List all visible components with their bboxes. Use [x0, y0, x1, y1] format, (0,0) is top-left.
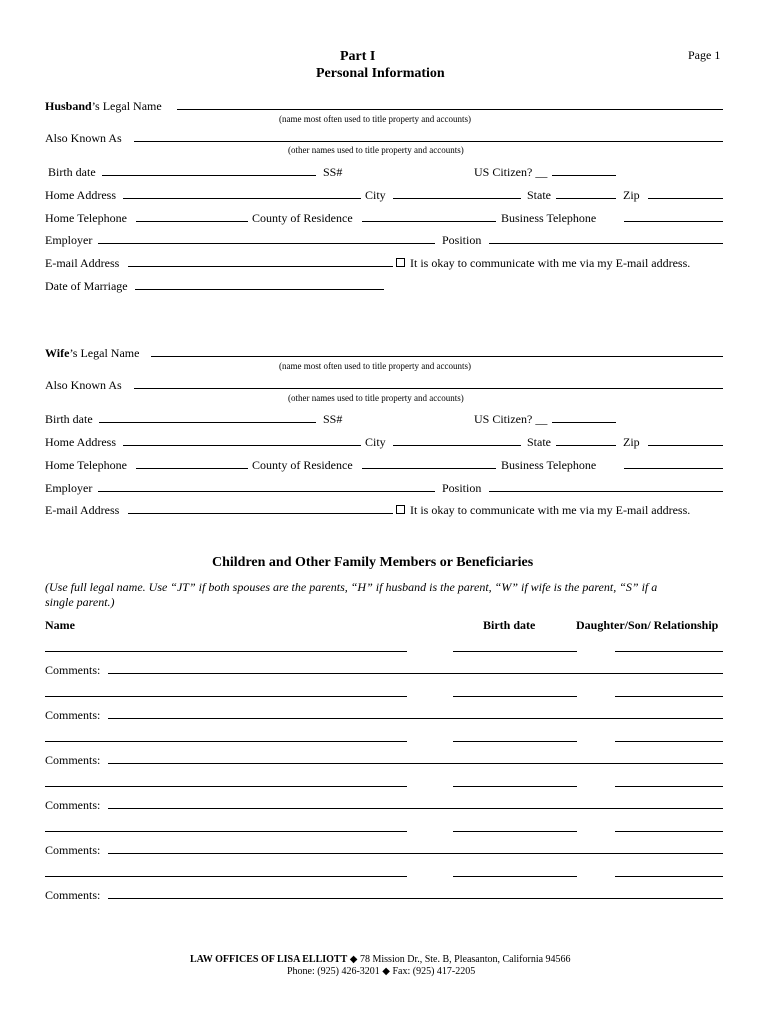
column-header-name: Name: [45, 618, 75, 632]
child-birth-date-field[interactable]: [453, 741, 577, 742]
firm-address: 78 Mission Dr., Ste. B, Pleasanton, California 94566: [357, 954, 571, 965]
husband-birth-field[interactable]: [102, 175, 316, 176]
footer-address-line: [190, 955, 571, 965]
husband-email-consent: [396, 257, 690, 269]
wife-phone-field[interactable]: [136, 468, 248, 469]
husband-address-label: Home Address: [45, 188, 116, 202]
comments-label: Comments:: [45, 888, 101, 902]
husband-zip-label: Zip: [623, 188, 640, 202]
wife-citizen-field[interactable]: [552, 422, 616, 423]
husband-phone-label: Home Telephone: [45, 211, 127, 225]
husband-aka-note: (other names used to title property and accounts): [288, 145, 464, 155]
husband-label-rest: ’s Legal Name: [91, 99, 162, 113]
diamond-icon: ◆: [382, 966, 390, 977]
husband-marriage-field[interactable]: [135, 289, 384, 290]
husband-email-field[interactable]: [128, 266, 393, 267]
wife-birth-field[interactable]: [99, 422, 316, 423]
child-name-field[interactable]: [45, 696, 407, 697]
husband-zip-field[interactable]: [648, 198, 723, 199]
wife-employer-field[interactable]: [98, 491, 435, 492]
wife-employer-label: Employer: [45, 481, 93, 495]
child-relationship-field[interactable]: [615, 876, 723, 877]
child-name-field[interactable]: [45, 741, 407, 742]
child-birth-date-field[interactable]: [453, 876, 577, 877]
section-subtitle: Personal Information: [316, 66, 445, 81]
child-name-field[interactable]: [45, 876, 407, 877]
comments-field[interactable]: [108, 763, 723, 764]
comments-label: Comments:: [45, 708, 101, 722]
husband-city-label: City: [365, 188, 386, 202]
wife-address-label: Home Address: [45, 435, 116, 449]
child-birth-date-field[interactable]: [453, 831, 577, 832]
wife-position-label: Position: [442, 481, 482, 495]
wife-position-field[interactable]: [489, 491, 723, 492]
wife-aka-note: (other names used to title property and accounts): [288, 393, 464, 403]
husband-citizen-field[interactable]: [552, 175, 616, 176]
wife-state-label: State: [527, 435, 551, 449]
child-name-field[interactable]: [45, 651, 407, 652]
husband-name-label: [45, 100, 162, 112]
wife-email-field[interactable]: [128, 513, 393, 514]
wife-label-rest: ’s Legal Name: [69, 346, 140, 360]
comments-field[interactable]: [108, 853, 723, 854]
wife-ss-label: SS#: [323, 412, 343, 426]
husband-state-label: State: [527, 188, 551, 202]
child-name-field[interactable]: [45, 786, 407, 787]
diamond-icon: ◆: [349, 954, 358, 965]
part-title: Part I: [340, 49, 376, 64]
wife-citizen-label: US Citizen? __: [474, 412, 548, 426]
child-birth-date-field[interactable]: [453, 696, 577, 697]
husband-business-label: Business Telephone: [501, 211, 597, 225]
wife-city-label: City: [365, 435, 386, 449]
comments-label: Comments:: [45, 843, 101, 857]
wife-label-bold: Wife: [45, 346, 70, 360]
wife-business-label: Business Telephone: [501, 458, 597, 472]
husband-aka-label: Also Known As: [45, 131, 122, 145]
wife-name-label: [45, 347, 139, 359]
child-relationship-field[interactable]: [615, 786, 723, 787]
wife-aka-label: Also Known As: [45, 378, 122, 392]
husband-marriage-label: Date of Marriage: [45, 279, 128, 293]
wife-zip-label: Zip: [623, 435, 640, 449]
husband-label-bold: Husband: [45, 99, 92, 113]
husband-employer-label: Employer: [45, 233, 93, 247]
firm-fax: Fax: (925) 417-2205: [389, 966, 476, 977]
husband-aka-field[interactable]: [134, 141, 723, 142]
wife-aka-field[interactable]: [134, 388, 723, 389]
comments-field[interactable]: [108, 673, 723, 674]
husband-name-note: (name most often used to title property and accounts): [279, 114, 471, 124]
husband-state-field[interactable]: [556, 198, 616, 199]
child-relationship-field[interactable]: [615, 696, 723, 697]
wife-city-field[interactable]: [393, 445, 521, 446]
wife-county-field[interactable]: [362, 468, 496, 469]
children-heading: Children and Other Family Members or Beneficiaries: [212, 555, 534, 570]
husband-email-label: E-mail Address: [45, 256, 120, 270]
husband-county-label: County of Residence: [252, 211, 353, 225]
husband-business-field[interactable]: [624, 221, 723, 222]
wife-email-label: E-mail Address: [45, 503, 120, 517]
wife-state-field[interactable]: [556, 445, 616, 446]
comments-label: Comments:: [45, 663, 101, 677]
husband-ss-label: SS#: [323, 165, 343, 179]
wife-birth-label: Birth date: [45, 412, 93, 426]
husband-phone-field[interactable]: [136, 221, 248, 222]
wife-consent-text: It is okay to communicate with me via my E-mail address.: [410, 503, 691, 517]
checkbox-icon[interactable]: [396, 505, 405, 514]
husband-position-label: Position: [442, 233, 482, 247]
husband-name-field[interactable]: [177, 109, 723, 110]
footer-contact-line: [287, 967, 475, 977]
comments-field[interactable]: [108, 718, 723, 719]
husband-citizen-label: US Citizen? __: [474, 165, 548, 179]
husband-employer-field[interactable]: [98, 243, 435, 244]
husband-birth-label: Birth date: [48, 165, 96, 179]
husband-consent-text: It is okay to communicate with me via my E-mail address.: [410, 256, 691, 270]
husband-city-field[interactable]: [393, 198, 521, 199]
husband-address-field[interactable]: [123, 198, 361, 199]
wife-email-consent: [396, 504, 690, 516]
husband-county-field[interactable]: [362, 221, 496, 222]
child-birth-date-field[interactable]: [453, 651, 577, 652]
checkbox-icon[interactable]: [396, 258, 405, 267]
wife-address-field[interactable]: [123, 445, 361, 446]
firm-name: LAW OFFICES OF LISA ELLIOTT: [190, 954, 348, 965]
child-name-field[interactable]: [45, 831, 407, 832]
child-birth-date-field[interactable]: [453, 786, 577, 787]
column-header-birth-date: Birth date: [483, 618, 536, 632]
wife-name-field[interactable]: [151, 356, 723, 357]
children-instructions-line-2: single parent.): [45, 595, 115, 609]
child-relationship-field[interactable]: [615, 741, 723, 742]
comments-field[interactable]: [108, 898, 723, 899]
husband-position-field[interactable]: [489, 243, 723, 244]
wife-business-field[interactable]: [624, 468, 723, 469]
comments-label: Comments:: [45, 753, 101, 767]
comments-field[interactable]: [108, 808, 723, 809]
firm-phone: Phone: (925) 426-3201: [287, 966, 383, 977]
child-relationship-field[interactable]: [615, 651, 723, 652]
wife-phone-label: Home Telephone: [45, 458, 127, 472]
children-instructions-line-1: (Use full legal name. Use “JT” if both spouses are the parents, “H” if husband is the parent, “W” if wife is the parent, “S” if a: [45, 580, 658, 594]
wife-name-note: (name most often used to title property and accounts): [279, 361, 471, 371]
child-relationship-field[interactable]: [615, 831, 723, 832]
page-number: Page 1: [688, 48, 721, 62]
wife-zip-field[interactable]: [648, 445, 723, 446]
column-header-relationship: Daughter/Son/ Relationship: [576, 618, 719, 632]
comments-label: Comments:: [45, 798, 101, 812]
wife-county-label: County of Residence: [252, 458, 353, 472]
